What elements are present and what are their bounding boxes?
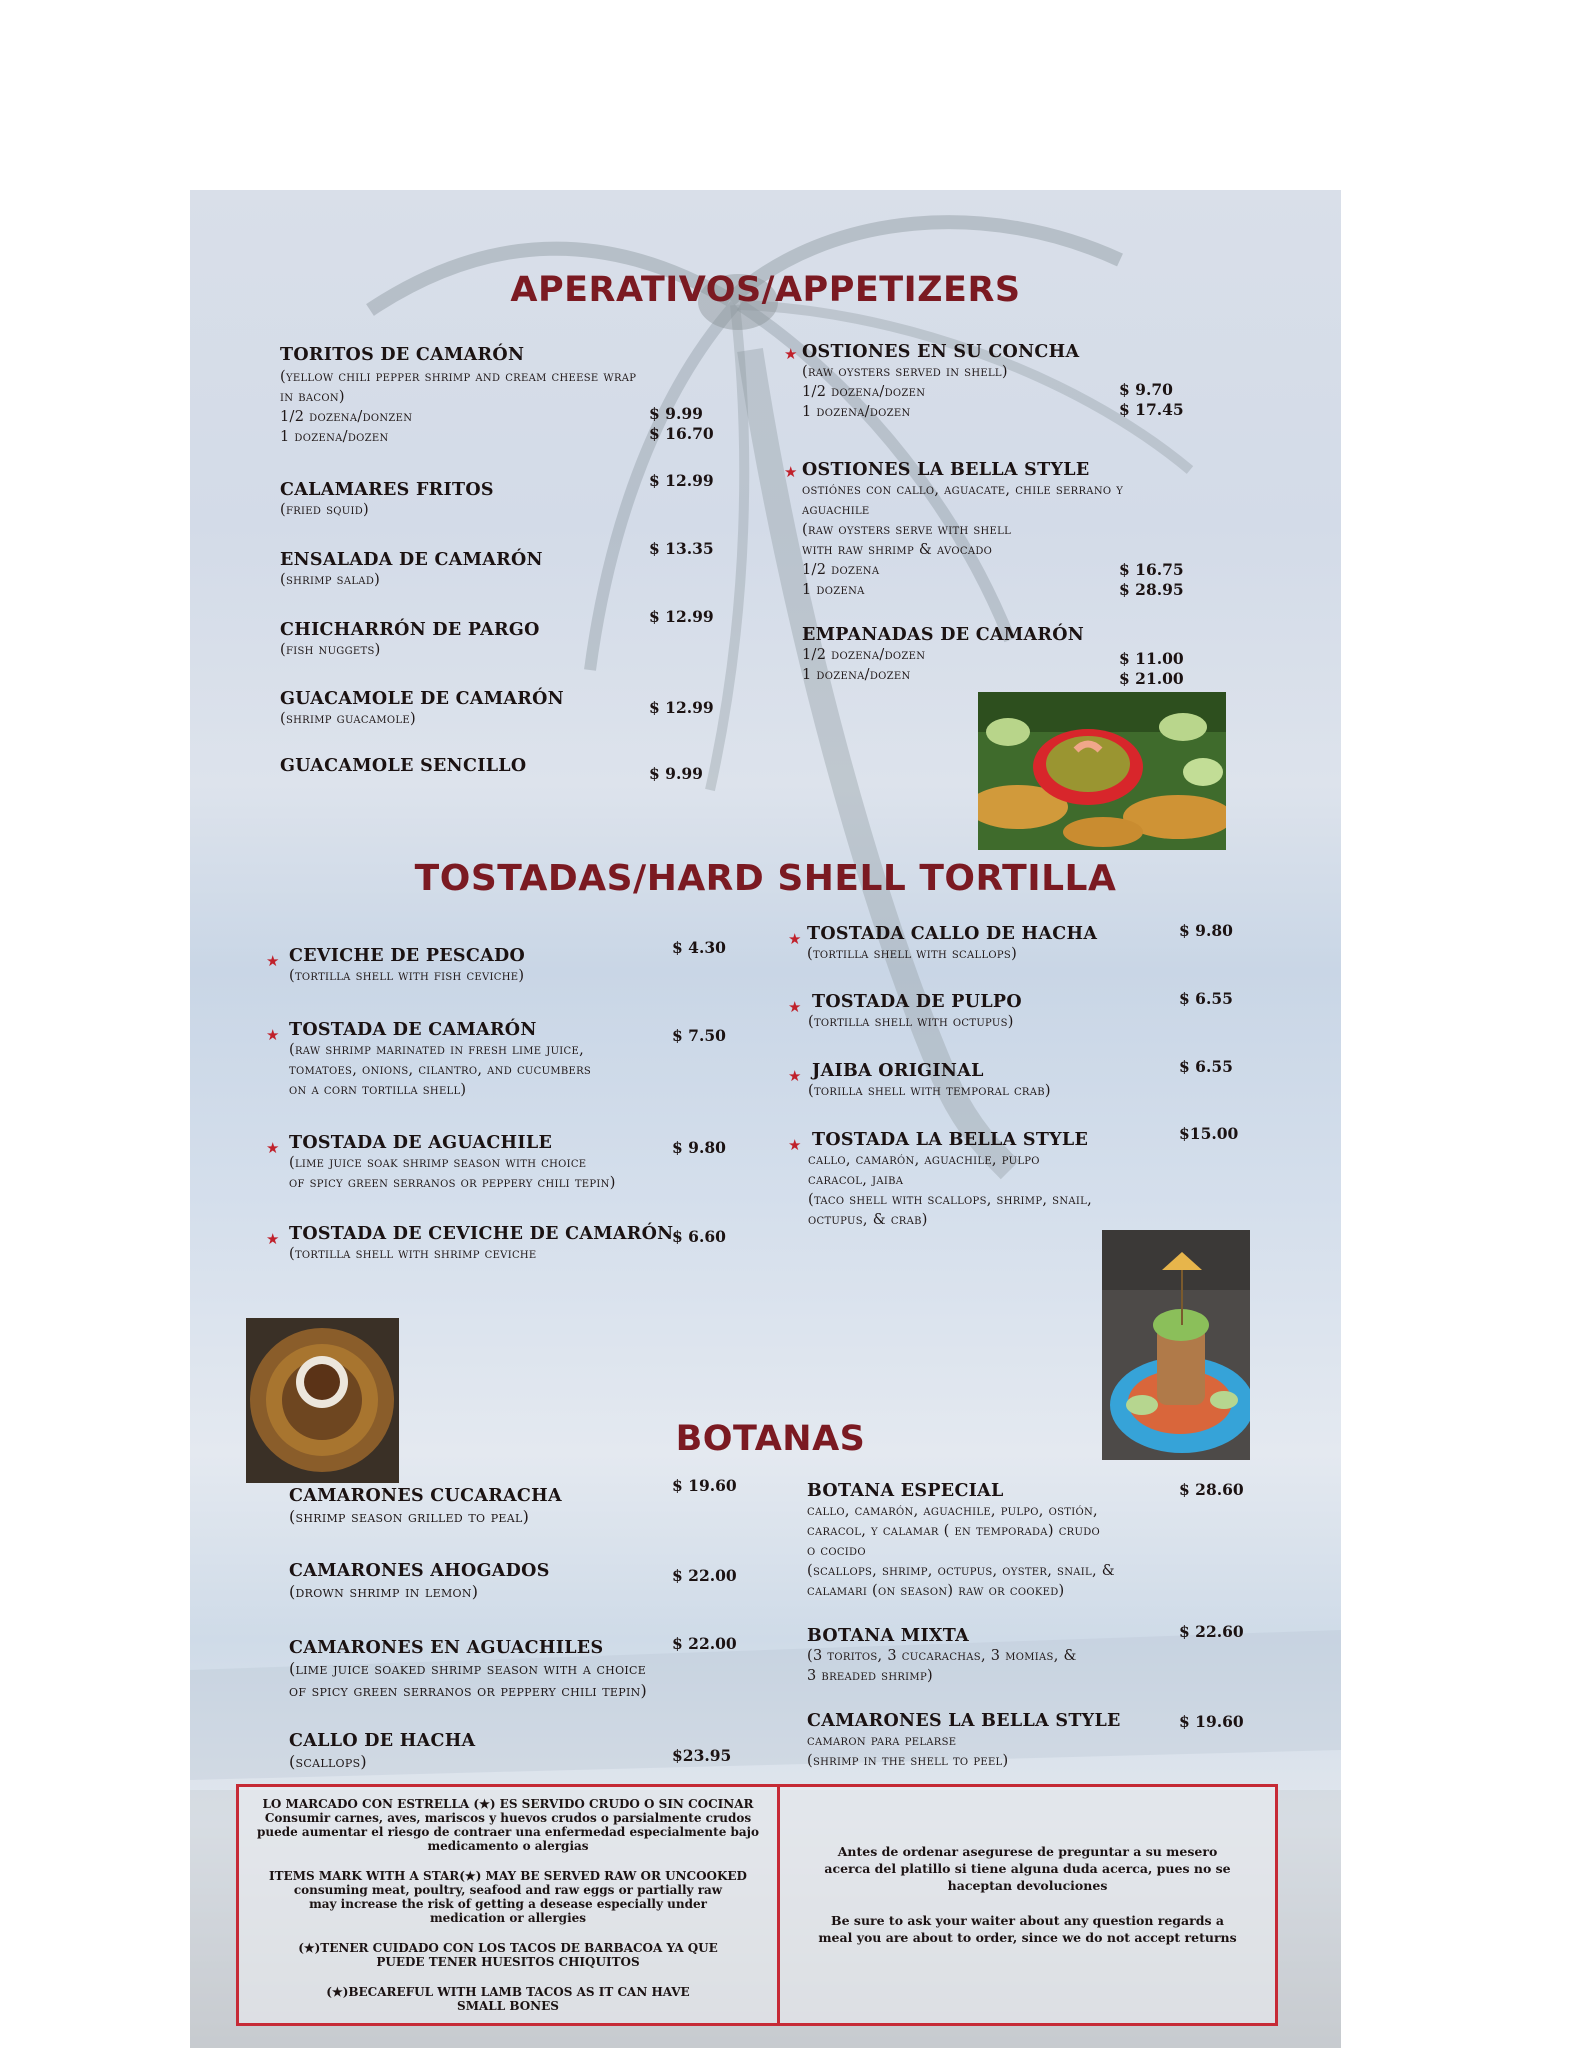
item-price: $ 9.99 xyxy=(649,404,703,423)
item-description: ostiónes con callo, aguacate, chile serrano y aguachile (raw oysters serve with shell with raw shrimp & avocado 1/2 dozena 1 dozena xyxy=(802,482,1124,598)
menu-item xyxy=(289,946,525,986)
item-name: TOSTADA DE PULPO xyxy=(812,992,1022,1012)
item-price: $ 6.60 xyxy=(672,1227,726,1246)
raw-star-icon: ★ xyxy=(784,463,798,481)
menu-item xyxy=(807,1481,1115,1601)
item-price: $ 21.00 xyxy=(1119,669,1184,688)
item-description: callo, camarón, aguachile, pulpo caracol, jaiba (taco shell with scallops, shrimp, snail, octupus, & crab) xyxy=(808,1152,1093,1228)
raw-star-icon: ★ xyxy=(788,1136,802,1154)
item-name: CALLO DE HACHA xyxy=(289,1731,476,1751)
item-name: TORITOS DE CAMARÓN xyxy=(280,345,525,365)
item-price: $ 22.60 xyxy=(1179,1622,1244,1641)
item-description: 1/2 dozena/dozen 1 dozena/dozen xyxy=(802,647,926,683)
item-name: OSTIONES LA BELLA STYLE xyxy=(802,460,1090,480)
notice-box xyxy=(236,1784,1278,2026)
menu-item xyxy=(289,1133,616,1193)
empanadas-photo xyxy=(978,692,1226,850)
item-name: GUACAMOLE SENCILLO xyxy=(280,756,527,776)
item-description: (fried squid) xyxy=(280,502,370,518)
item-price: $ 19.60 xyxy=(1179,1712,1244,1731)
item-name: CAMARONES EN AGUACHILES xyxy=(289,1638,604,1658)
raw-warning-english: ITEMS MARK WITH A STAR(★) MAY BE SERVED RAW OR UNCOOKED consuming meat, poultry, seafood and raw eggs or partially raw may increase the risk of getting a desease especially under medication or allergies xyxy=(269,1869,747,1925)
item-name: OSTIONES EN SU CONCHA xyxy=(802,342,1080,362)
item-description: (tortilla shell with shrimp ceviche xyxy=(289,1246,537,1262)
item-description: (tortilla shell with fish ceviche) xyxy=(289,968,525,984)
raw-star-icon: ★ xyxy=(788,930,802,948)
menu-item xyxy=(289,1731,475,1773)
menu-item xyxy=(289,1224,673,1264)
item-price: $ 9.70 xyxy=(1119,380,1173,399)
menu-item xyxy=(289,1020,591,1100)
item-description: (lime juice soak shrimp season with choice of spicy green serranos or peppery chili tepin) xyxy=(289,1155,616,1191)
item-price: $ 4.30 xyxy=(672,938,726,957)
raw-warning-spanish: LO MARCADO CON ESTRELLA (★) ES SERVIDO CRUDO O SIN COCINAR Consumir carnes, aves, mariscos y huevos crudos o parsialmente crudos puede aumentar el riesgo de contraer una enfermedad especialmente bajo medicamento o alergias xyxy=(256,1797,760,1853)
item-name: CAMARONES CUCARACHA xyxy=(289,1486,562,1506)
menu-item xyxy=(807,924,1097,964)
notice-left-column xyxy=(239,1787,780,2023)
notice-right-column xyxy=(780,1787,1275,2023)
item-name: EMPANADAS DE CAMARÓN xyxy=(802,625,1085,645)
item-price: $ 16.75 xyxy=(1119,560,1184,579)
item-name: TOSTADA DE CEVICHE DE CAMARÓN xyxy=(289,1224,674,1244)
menu-item xyxy=(808,1130,1093,1230)
raw-star-icon: ★ xyxy=(784,345,798,363)
menu-item xyxy=(280,620,540,660)
item-price: $15.00 xyxy=(1179,1124,1239,1143)
menu-item xyxy=(280,550,543,590)
menu-item xyxy=(802,342,1079,422)
item-price: $ 17.45 xyxy=(1119,400,1184,419)
raw-star-icon: ★ xyxy=(266,1230,280,1248)
bones-warning-english: (★)BECAREFUL WITH LAMB TACOS AS IT CAN HAVE SMALL BONES xyxy=(326,1985,690,2013)
item-description: (scallops) xyxy=(289,1752,367,1771)
raw-star-icon: ★ xyxy=(788,1067,802,1085)
menu-page xyxy=(190,190,1341,2048)
item-name: CHICHARRÓN DE PARGO xyxy=(280,620,540,640)
item-name: GUACAMOLE DE CAMARÓN xyxy=(280,689,564,709)
item-description: (shrimp season grilled to peal) xyxy=(289,1507,530,1526)
item-price: $ 13.35 xyxy=(649,539,714,558)
returns-policy-spanish: Antes de ordenar asegurese de preguntar a su mesero acerca del platillo si tiene alguna duda acerca, pues no se haceptan devoluciones xyxy=(824,1844,1231,1893)
menu-item xyxy=(289,1486,562,1528)
item-name: CAMARONES LA BELLA STYLE xyxy=(807,1711,1121,1731)
item-price: $ 12.99 xyxy=(649,607,714,626)
menu-item xyxy=(802,625,1084,685)
raw-star-icon: ★ xyxy=(266,1026,280,1044)
menu-item xyxy=(280,689,564,729)
menu-item xyxy=(289,1561,550,1603)
item-name: BOTANA ESPECIAL xyxy=(807,1481,1004,1501)
menu-item xyxy=(808,1061,1051,1101)
item-name: TOSTADA DE CAMARÓN xyxy=(289,1020,537,1040)
item-description: (shrimp salad) xyxy=(280,572,381,588)
item-price: $ 28.60 xyxy=(1179,1480,1244,1499)
item-price: $ 12.99 xyxy=(649,698,714,717)
item-name: CEVICHE DE PESCADO xyxy=(289,946,525,966)
item-name: CALAMARES FRITOS xyxy=(280,480,494,500)
menu-item xyxy=(289,1638,647,1702)
botanas-heading: BOTANAS xyxy=(675,1419,866,1459)
item-price: $23.95 xyxy=(672,1746,732,1765)
bones-warning-spanish: (★)TENER CUIDADO CON LOS TACOS DE BARBACOA YA QUE PUEDE TENER HUESITOS CHIQUITOS xyxy=(298,1941,718,1969)
raw-star-icon: ★ xyxy=(788,998,802,1016)
item-name: BOTANA MIXTA xyxy=(807,1626,970,1646)
item-name: TOSTADA CALLO DE HACHA xyxy=(807,924,1098,944)
menu-item xyxy=(807,1711,1121,1771)
item-price: $ 19.60 xyxy=(672,1476,737,1495)
item-price: $ 9.99 xyxy=(649,764,703,783)
item-description: (drown shrimp in lemon) xyxy=(289,1582,479,1601)
item-description: (torilla shell with temporal crab) xyxy=(808,1083,1051,1099)
item-price: $ 16.70 xyxy=(649,424,714,443)
item-description: (3 toritos, 3 cucarachas, 3 momias, & 3 breaded shrimp) xyxy=(807,1648,1077,1684)
item-description: (raw shrimp marinated in fresh lime juice, tomatoes, onions, cilantro, and cucumbers on a corn tortilla shell) xyxy=(289,1042,592,1098)
menu-item xyxy=(280,756,526,776)
returns-policy-english: Be sure to ask your waiter about any question regards a meal you are about to order, since we do not accept returns xyxy=(818,1913,1237,1945)
item-description: callo, camarón, aguachile, pulpo, ostión, caracol, y calamar ( en temporada) crudo o cocido (scallops, shrimp, octupus, oyster, snail, & calamari (on season) raw or cooked) xyxy=(807,1503,1115,1599)
item-description: camaron para pelarse (shrimp in the shell to peel) xyxy=(807,1733,1009,1769)
item-price: $ 12.99 xyxy=(649,471,714,490)
menu-item xyxy=(280,480,494,520)
item-price: $ 22.00 xyxy=(672,1566,737,1585)
item-description: (yellow chili pepper shrimp and cream cheese wrap in bacon) 1/2 dozena/donzen 1 dozena/dozen xyxy=(280,369,637,445)
item-name: TOSTADA LA BELLA STYLE xyxy=(812,1130,1089,1150)
menu-item xyxy=(807,1626,1077,1686)
menu-item xyxy=(808,992,1022,1032)
item-price: $ 6.55 xyxy=(1179,1057,1233,1076)
item-description: (tortilla shell with scallops) xyxy=(807,946,1018,962)
tostadas-heading: TOSTADAS/HARD SHELL TORTILLA xyxy=(414,858,1117,899)
item-price: $ 28.95 xyxy=(1119,580,1184,599)
item-description: (lime juice soaked shrimp season with a choice of spicy green serranos or peppery chili tepin) xyxy=(289,1659,648,1700)
item-price: $ 9.80 xyxy=(672,1138,726,1157)
item-name: CAMARONES AHOGADOS xyxy=(289,1561,550,1581)
menu-item xyxy=(802,460,1123,600)
item-price: $ 7.50 xyxy=(672,1026,726,1045)
item-price: $ 6.55 xyxy=(1179,989,1233,1008)
appetizers-heading: APERATIVOS/APPETIZERS xyxy=(510,270,1021,310)
raw-star-icon: ★ xyxy=(266,952,280,970)
item-description: (tortilla shell with octupus) xyxy=(808,1014,1014,1030)
item-description: (fish nuggets) xyxy=(280,642,381,658)
item-price: $ 9.80 xyxy=(1179,921,1233,940)
item-name: TOSTADA DE AGUACHILE xyxy=(289,1133,553,1153)
item-price: $ 11.00 xyxy=(1119,649,1184,668)
item-description: (shrimp guacamole) xyxy=(280,711,416,727)
item-description: (raw oysters served in shell) 1/2 dozena/dozen 1 dozena/dozen xyxy=(802,364,1008,420)
item-price: $ 22.00 xyxy=(672,1634,737,1653)
raw-star-icon: ★ xyxy=(266,1139,280,1157)
item-name: JAIBA ORIGINAL xyxy=(812,1061,984,1081)
item-name: ENSALADA DE CAMARÓN xyxy=(280,550,543,570)
